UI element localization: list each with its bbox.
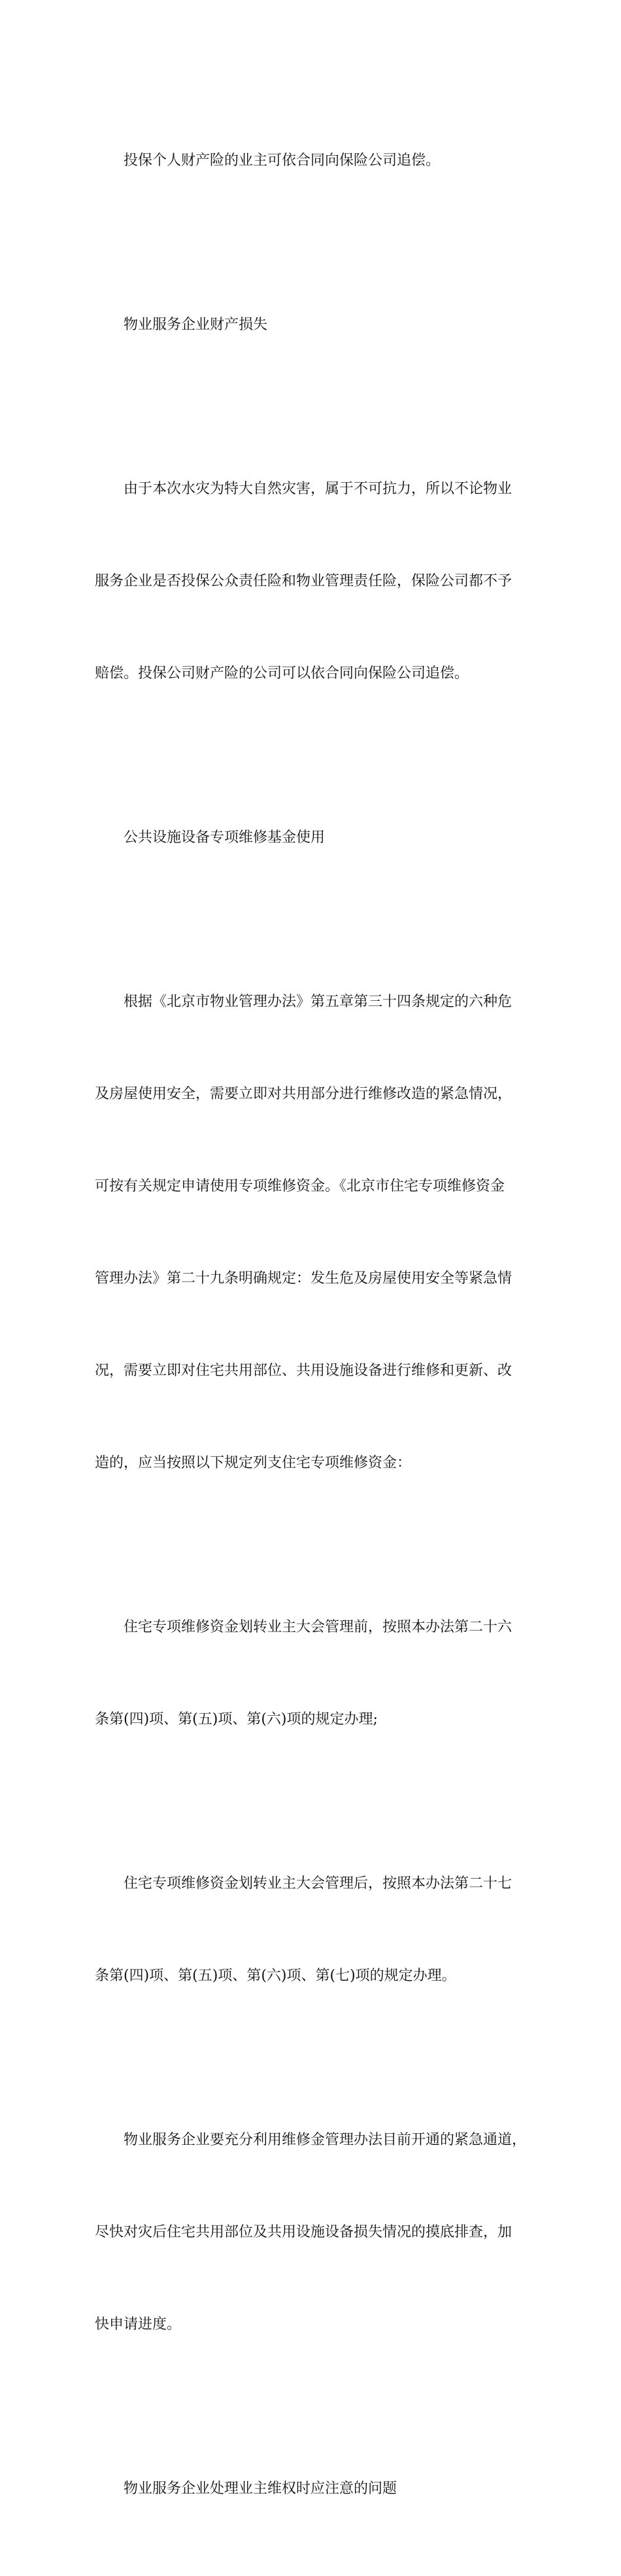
text-line: 物业服务企业要充分利用维修金管理办法目前开通的紧急通道， [124,2132,527,2148]
document-body [95,84,529,2576]
text-line: 物业服务企业财产损失 [124,317,268,333]
paragraph-8 [95,2063,529,2401]
text-line: 可按有关规定申请使用专项维修资金。《北京市住宅专项维修资金 [95,1178,505,1194]
text-line: 造的，应当按照以下规定列支住宅专项维修资金： [95,1455,412,1471]
section-heading-owner-rights [95,2412,529,2566]
text-line: 住宅专项维修资金划转业主大会管理后，按照本办法第二十七 [124,1875,512,1892]
text-line: 投保个人财产险的业主可依合同向保险公司追偿。 [124,152,441,169]
text-line: 及房屋使用安全，需要立即对共用部分进行维修改造的紧急情况， [95,1086,512,1102]
text-line: 尽快对灾后住宅共用部位及共用设施设备损失情况的摸底排查，加 [95,2224,512,2240]
text-line: 条第(四)项、第(五)项、第(六)项、第(七)项的规定办理。 [95,1968,456,1984]
text-line: 公共设施设备专项维修基金使用 [124,829,326,846]
paragraph-5 [95,925,529,1540]
text-line: 根据《北京市物业管理办法》第五章第三十四条规定的六种危 [124,994,512,1010]
section-heading-maintenance-fund [95,761,529,914]
text-line: 由于本次水灾为特大自然灾害，属于不可抗力，所以不论物业 [124,481,512,497]
text-line: 赔偿。投保公司财产险的公司可以依合同向保险公司追偿。 [95,665,469,682]
section-heading-property-loss [95,248,529,402]
text-line: 条第(四)项、第(五)项、第(六)项的规定办理; [95,1711,378,1728]
text-line: 快申请进度。 [95,2316,182,2333]
text-line: 物业服务企业处理业主维权时应注意的问题 [124,2480,397,2497]
paragraph-3 [95,412,529,750]
paragraph-1 [95,84,529,237]
paragraph-7 [95,1807,529,2053]
text-line: 管理办法》第二十九条明确规定：发生危及房屋使用安全等紧急情 [95,1270,512,1287]
text-line: 况，需要立即对住宅共用部位、共用设施设备进行维修和更新、改 [95,1363,512,1379]
paragraph-6 [95,1550,529,1796]
text-line: 服务企业是否投保公众责任险和物业管理责任险，保险公司都不予 [95,573,512,589]
text-line: 住宅专项维修资金划转业主大会管理前，按照本办法第二十六 [124,1619,512,1635]
